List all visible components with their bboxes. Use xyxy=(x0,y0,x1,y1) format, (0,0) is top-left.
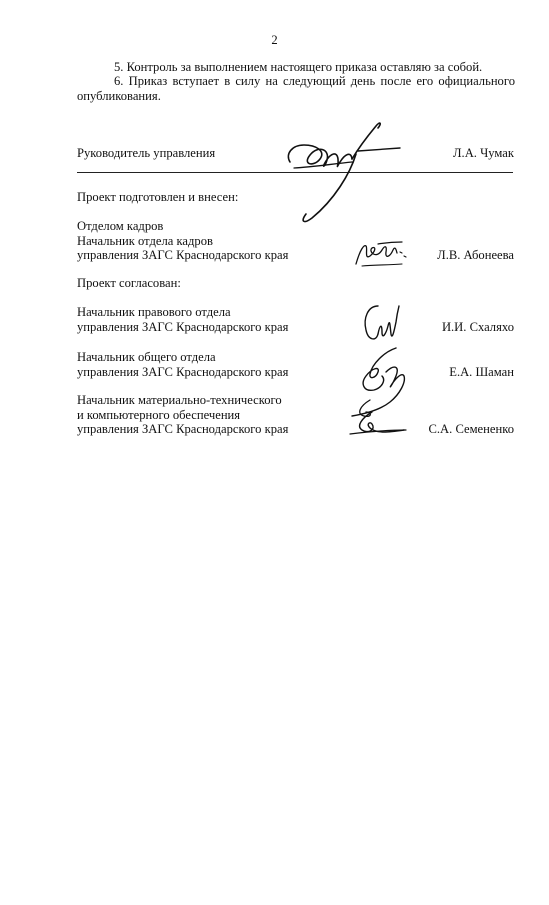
agreed-signer-2-name: Е.А. Шаман xyxy=(449,365,514,379)
agreed-signer-3-organization: управления ЗАГС Краснодарского края xyxy=(77,422,289,436)
prepared-name: Л.В. Абонеева xyxy=(437,248,514,262)
prepared-organization: управления ЗАГС Краснодарского края xyxy=(77,248,289,262)
prepared-heading: Проект подготовлен и внесен: xyxy=(77,190,239,204)
agreed-signer-1-position: Начальник правового отдела xyxy=(77,305,231,319)
agreed-signer-3-subdivision: и компьютерного обеспечения xyxy=(77,408,241,422)
agreed-heading: Проект согласован: xyxy=(77,276,181,290)
head-position: Руководитель управления xyxy=(77,146,216,160)
agreed-signer-3-position: Начальник материально-технического xyxy=(77,393,282,407)
prepared-signature xyxy=(352,238,410,272)
agreed-signer-2-organization: управления ЗАГС Краснодарского края xyxy=(77,365,289,379)
agreed-signer-1-name: И.И. Схаляхо xyxy=(441,320,514,334)
paragraph-6: 6. Приказ вступает в силу на следующий день после его официального опубликования. xyxy=(77,74,515,103)
agreed-signer-2-position: Начальник общего отдела xyxy=(77,350,216,364)
page-number: 2 xyxy=(271,33,278,47)
agreed-signers-2-3-signatures xyxy=(342,342,420,442)
agreed-signer-1-organization: управления ЗАГС Краснодарского края xyxy=(77,320,289,334)
head-name: Л.А. Чумак xyxy=(453,146,514,160)
paragraph-5: 5. Контроль за выполнением настоящего приказа оставляю за собой. xyxy=(114,60,483,74)
head-signature xyxy=(282,118,402,230)
prepared-department: Отделом кадров xyxy=(77,219,164,233)
prepared-position: Начальник отдела кадров xyxy=(77,234,213,248)
agreed-signer-3-name: С.А. Семененко xyxy=(428,422,514,436)
